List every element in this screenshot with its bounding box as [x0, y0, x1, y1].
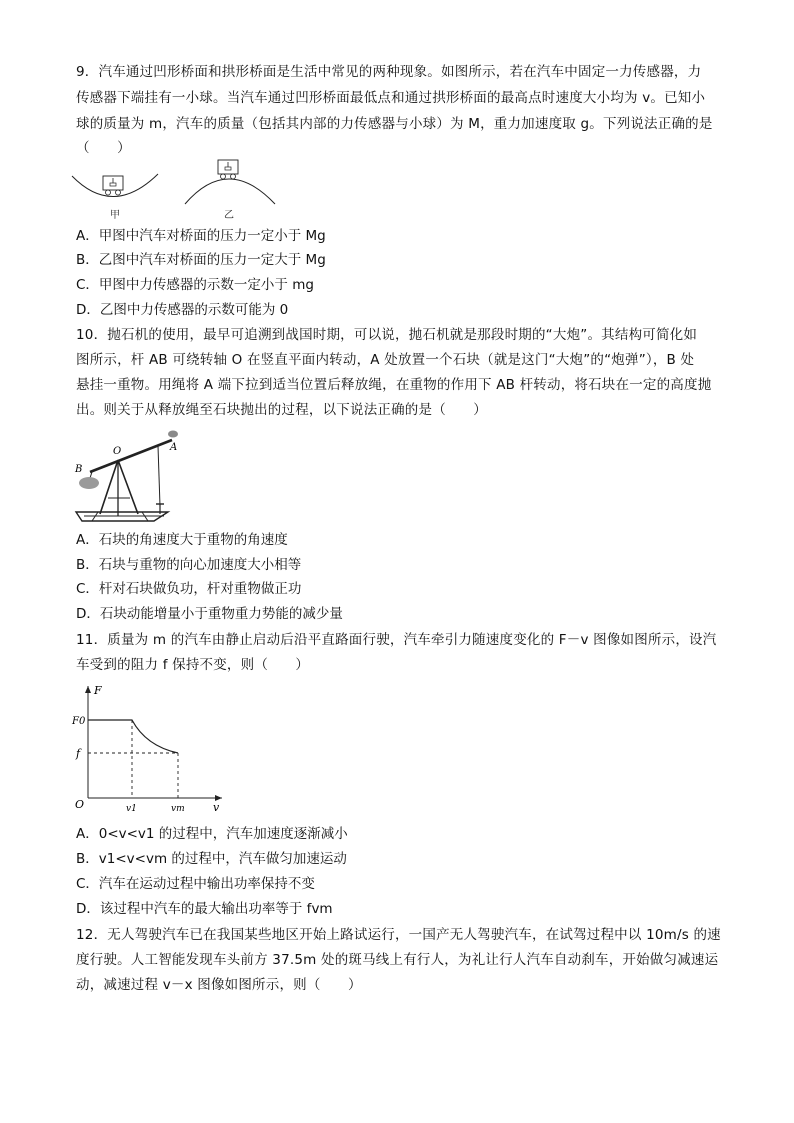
- label-o: O: [113, 446, 122, 457]
- q10-line-2: 图所示，杆 AB 可绕转轴 O 在竖直平面内转动，A 处放置一个石块（就是这门“大炮”的“炮弹”），B 处: [76, 352, 695, 368]
- q11-option-b[interactable]: B．v1<v<vm 的过程中，汽车做匀加速运动: [76, 851, 347, 867]
- q11-line-1: 11．质量为 m 的汽车由静止启动后沿平直路面行驶，汽车牵引力随速度变化的 F－v 图像如图所示，设汽: [76, 632, 717, 648]
- bridge-figure: [70, 156, 320, 224]
- label-b: B: [75, 464, 83, 475]
- q10-option-c[interactable]: C．杆对石块做负功，杆对重物做正功: [76, 581, 302, 597]
- beam-ab: [90, 440, 172, 472]
- v-axis-label: v: [213, 801, 220, 812]
- q12-line-2: 度行驶。人工智能发现车头前方 37.5m 处的斑马线上有行人，为礼让行人汽车自动刹车，开始做匀减速运: [76, 952, 719, 968]
- q10-line-4: 出。则关于从释放绳至石块抛出的过程，以下说法正确的是（ ）: [76, 402, 487, 418]
- weight: [79, 477, 99, 489]
- f-v-graph: [70, 680, 230, 812]
- q11-option-a[interactable]: A．0<v<v1 的过程中，汽车加速度逐渐减小: [76, 826, 348, 842]
- f-label: f: [76, 747, 81, 760]
- q10-option-a[interactable]: A．石块的角速度大于重物的角速度: [76, 532, 288, 548]
- q9-line-4: （ ）: [76, 140, 131, 156]
- label-a: A: [170, 442, 178, 453]
- f-v-curve: [88, 720, 178, 753]
- q9-option-b[interactable]: B．乙图中汽车对桥面的压力一定大于 Mg: [76, 252, 326, 268]
- q9-line-2: 传感器下端挂有一小球。当汽车通过凹形桥面最低点和通过拱形桥面的最高点时速度大小均为 v。已知小: [76, 90, 706, 106]
- q12-line-3: 动，减速过程 v－x 图像如图所示，则（ ）: [76, 977, 362, 993]
- q9-option-c[interactable]: C．甲图中力传感器的示数一定小于 mg: [76, 277, 314, 293]
- q9-option-d[interactable]: D．乙图中力传感器的示数可能为 0: [76, 302, 289, 318]
- trebuchet-figure: [72, 426, 190, 526]
- q9-option-a[interactable]: A．甲图中汽车对桥面的压力一定小于 Mg: [76, 228, 326, 244]
- stone: [168, 431, 178, 438]
- label-jia: 甲: [110, 210, 120, 221]
- q9-line-1: 9．汽车通过凹形桥面和拱形桥面是生活中常见的两种现象。如图所示，若在汽车中固定一力传感器，力: [76, 64, 702, 80]
- q10-option-d[interactable]: D．石块动能增量小于重物重力势能的减少量: [76, 606, 343, 622]
- car-convex: [218, 160, 238, 179]
- q12-line-1: 12．无人驾驶汽车已在我国某些地区开始上路试运行，一国产无人驾驶汽车，在试驾过程中以 10m/s 的速: [76, 927, 721, 943]
- q10-line-1: 10．抛石机的使用，最早可追溯到战国时期，可以说，抛石机就是那段时期的“大炮”。其结构可简化如: [76, 327, 698, 343]
- label-yi: 乙: [224, 210, 234, 221]
- f0-label: F0: [72, 716, 86, 727]
- q11-option-d[interactable]: D．该过程中汽车的最大输出功率等于 fvm: [76, 901, 333, 917]
- q9-line-3: 球的质量为 m，汽车的质量（包括其内部的力传感器与小球）为 M，重力加速度取 g。下列说法正确的是: [76, 116, 713, 132]
- v1-label: v1: [126, 804, 137, 812]
- q11-option-c[interactable]: C．汽车在运动过程中输出功率保持不变: [76, 876, 315, 892]
- vm-label: vm: [171, 804, 185, 812]
- q11-line-2: 车受到的阻力 f 保持不变，则（ ）: [76, 657, 310, 673]
- q10-line-3: 悬挂一重物。用绳将 A 端下拉到适当位置后释放绳，在重物的作用下 AB 杆转动，将石块在一定的高度抛: [76, 377, 712, 393]
- q10-option-b[interactable]: B．石块与重物的向心加速度大小相等: [76, 557, 302, 573]
- car-concave: [103, 176, 123, 195]
- f-axis-label: F: [94, 684, 102, 697]
- concave-bridge: [72, 174, 158, 197]
- convex-bridge: [185, 179, 275, 204]
- origin-label: O: [75, 798, 85, 811]
